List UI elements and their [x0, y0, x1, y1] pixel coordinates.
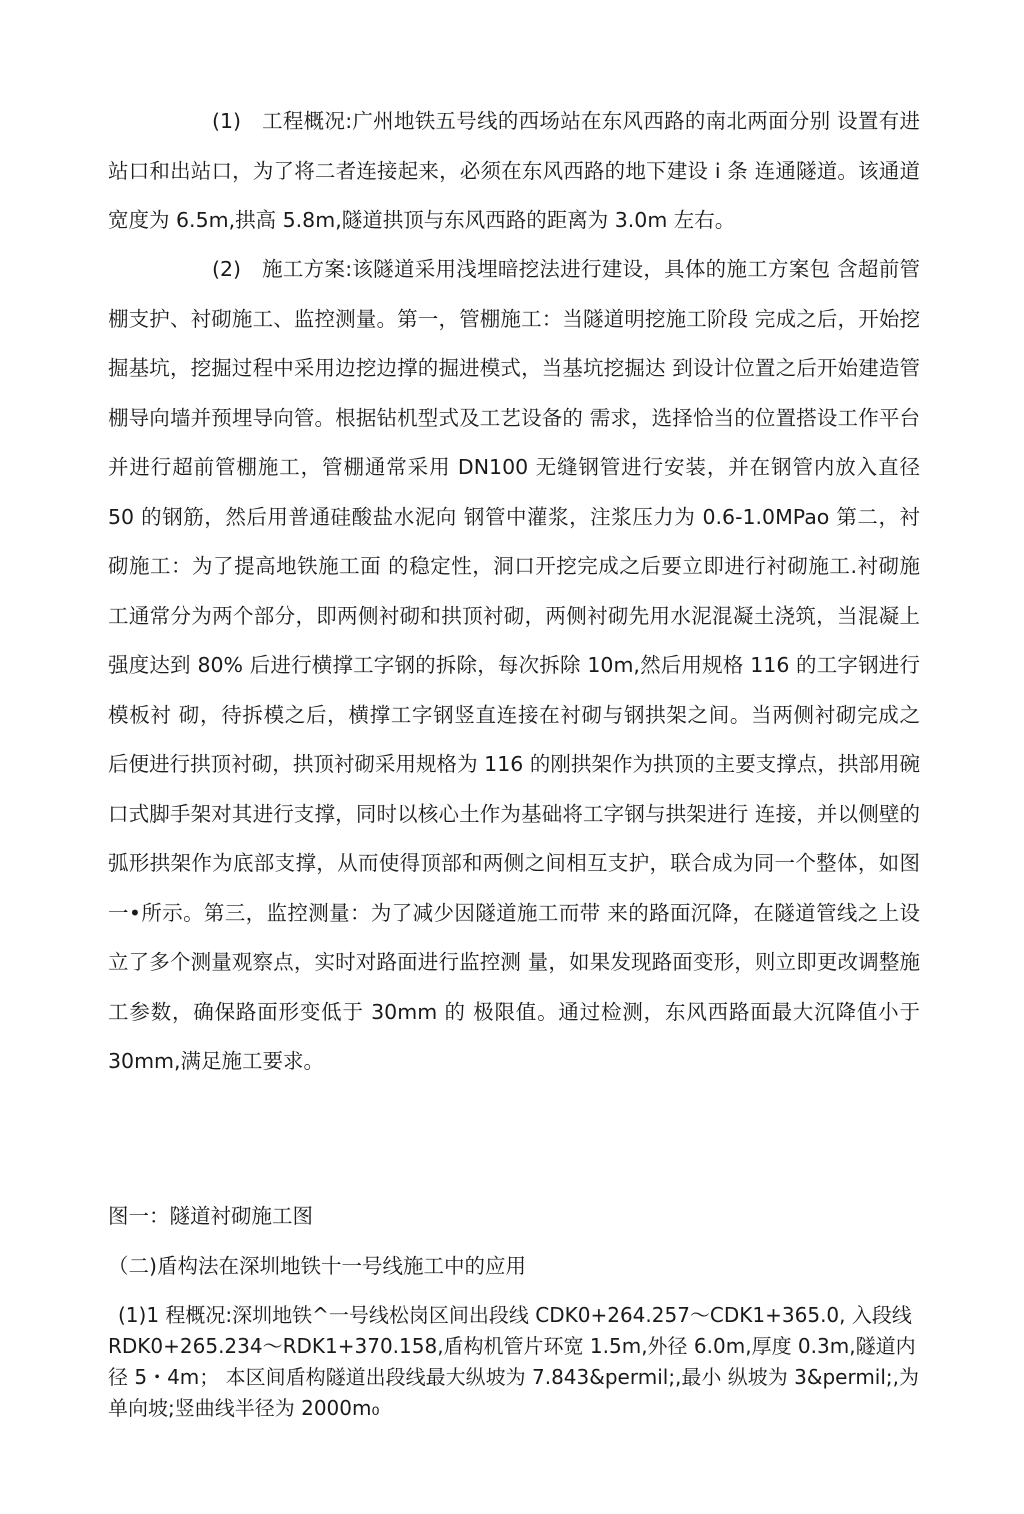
paragraph-project-overview: (1) 工程概况:广州地铁五号线的西场站在东风西路的南北两面分别 设置有进站口和出站口，为了将二者连接起来，必须在东风西路的地下建设 i 条 连通隧道。该通道宽度为 6.5m,拱高 5.8m,隧道拱顶与东风西路的距离为 3.0m 左右。 [108, 109, 920, 232]
paragraph-construction-plan: (2) 施工方案:该隧道采用浅埋暗挖法进行建设，具体的施工方案包 含超前管棚支护、衬砌施工、监控测量。第一，管棚施工：当隧道明挖施工阶段 完成之后，开始挖掘基坑，挖掘过程中采用边挖边撑的掘进模式，当基坑挖掘达 到设计位置之后开始建造管棚导向墙并预埋导向管。根据钻机型式及工艺设备的 需求，选择恰当的位置搭设工作平台并进行超前管棚施工，管棚通常采用 DN100 无缝钢管进行安装，并在钢管内放入直径 50 的钢筋，然后用普通硅酸盐水泥向 钢管中灌浆，注浆压力为 0.6-1.0MPao 第二，衬砌施工：为了提高地铁施工面 的稳定性，洞口开挖完成之后要立即进行衬砌施工.衬砌施工通常分为两个部分，即两侧衬砌和拱顶衬砌，两侧衬砌先用水泥混凝土浇筑，当混凝上强度达到 80% 后进行横撑工字钢的拆除，每次拆除 10m,然后用规格 116 的工字钢进行模板衬 砌，待拆模之后，横撑工字钢竖直连接在衬砌与钢拱架之间。当两侧衬砌完成之 后便进行拱顶衬砌，拱顶衬砌采用规格为 116 的刚拱架作为拱顶的主要支撑点，拱部用碗口式脚手架对其进行支撑，同时以核心土作为基础将工字钢与拱架进行 连接，并以侧壁的弧形拱架作为底部支撑，从而使得顶部和两侧之间相互支护，联合成为同一个整体，如图一•所示。第三，监控测量：为了减少因隧道施工而带 来的路面沉降，在隧道管线之上设立了多个测量观察点，实时对路面进行监控测 量，如果发现路面变形，则立即更改调整施工参数，确保路面形变低于 30mm 的 极限值。通过检测，东风西路面最大沉降值小于 30mm,满足施工要求。 [108, 257, 920, 1073]
figure-caption: 图一：隧道衬砌施工图 [108, 1204, 313, 1228]
paragraph-shield-overview: (1)1 程概况:深圳地铁^一号线松岗区间出段线 CDK0+264.257～CDK1+365.0, 入段线 RDK0+265.234～RDK1+370.158,盾构机管片环宽 1.5m,外径 6.0m,厚度 0.3m,隧道内径 5・4m； 本区间盾构隧道出段线最大纵坡为 7.843&permil;,最小 纵坡为 3&permil;,为单向坡;竖曲线半径为 2000m₀ [108, 1303, 920, 1420]
section-heading: （二)盾构法在深圳地铁十一号线施工中的应用 [108, 1254, 526, 1278]
